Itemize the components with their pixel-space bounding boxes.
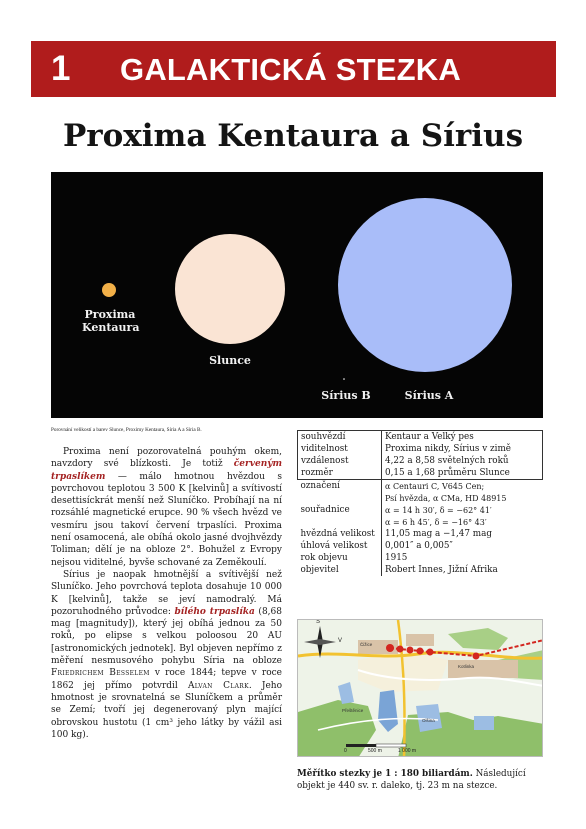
- term-red-dwarf: červeným trpaslíkem: [51, 459, 282, 482]
- facts-row: označení α Centauri C, V645 Cen;: [298, 480, 543, 493]
- label-sun: Slunce: [209, 354, 251, 367]
- paragraph-sirius: Sírius je naopak hmotnější a svítivější než Sluníčko. Jeho povrchová teplota dosahuje 10 000 K [kelvinů], takže se jeví namodralý. Má pozoruhodného průvodce: bílého trpaslíka (8,68 mag [magnitudy]), který jej obíhá jednou za 50 roků, po elipse s velkou poloosou 20 AU [astronomických jednotek]. Byl objeven nepřímo z měření nesmusového pohybu Síria na obloze Friedrichem Besselem v roce 1844; tepve v roce 1862 jej přímo potvrdil Alvan Clark. Jeho hmotnost je srovnatelná se Sluníčkem a průměr se Zemí; tvoří jej degenerovaný plyn mající obrovskou hustotu (1 cm³ jeho látky by vážil asi 100 kg).: [51, 569, 282, 740]
- facts-row: objevitel Robert Innes, Jižní Afrika: [298, 564, 543, 576]
- sirius-a-disc: [338, 198, 512, 372]
- facts-row: souřadnice α = 14 h 30′, δ = −62° 41′: [298, 504, 543, 516]
- scale-note-bold: Měřítko stezky je 1 : 180 biliardám.: [297, 769, 473, 779]
- sirius-b-dot: [343, 378, 345, 380]
- header-banner: [31, 41, 556, 97]
- scale-label-1000: 1 000 m: [398, 748, 417, 754]
- scale-label-0: 0: [344, 748, 347, 754]
- facts-row: viditelnost Proxima nikdy, Sírius v zimě: [298, 443, 543, 455]
- facts-row: rok objevu 1915: [298, 552, 543, 564]
- name-clark: Alvan Clark: [187, 680, 249, 691]
- proxima-disc: [102, 283, 116, 297]
- page-title: Proxima Kentaura a Sírius: [62, 118, 524, 154]
- image-caption: Porovnání velikostí a barev Slunce, Proximy Kentaura, Síria A a Síria B.: [51, 427, 202, 433]
- facts-row: Psí hvězda, α CMa, HD 48915: [298, 492, 543, 504]
- facts-table: [297, 430, 543, 576]
- facts-row: úhlová velikost 0,001″ a 0,005″: [298, 540, 543, 552]
- name-bessel: Friedrichem Besselem: [51, 668, 150, 679]
- map-place-3: Přeštěnice: [342, 708, 364, 713]
- map-place-1: Čižice: [360, 642, 373, 647]
- facts-row: vzdálenost 4,22 a 8,58 světelných roků: [298, 455, 543, 467]
- facts-row: α = 6 h 45′, δ = −16° 43′: [298, 516, 543, 528]
- compass-s-label: S: [316, 619, 321, 625]
- banner-title: GALAKTICKÁ STEZKA: [120, 52, 461, 87]
- trail-stop-number: 1: [51, 49, 71, 88]
- scale-note-rest: Následující objekt je 440 sv. r. daleko, tj. 23 m na stezce.: [297, 769, 526, 791]
- facts-row: hvězdná velikost 11,05 mag a −1,47 mag: [298, 528, 543, 540]
- star-comparison-image: [51, 172, 543, 418]
- term-white-dwarf: bílého trpaslíka: [174, 606, 255, 617]
- facts-row: rozměr 0,15 a 1,68 průměru Slunce: [298, 467, 543, 480]
- facts-row: souhvězdí Kentaur a Velký pes: [298, 431, 543, 444]
- paragraph-proxima: Proxima není pozorovatelná pouhým okem, navzdory své blízkosti. Je totiž červeným trpaslíkem — málo hmotnou hvězdou s povrchovou teplotou 3 500 K [kelvinů] a svítivostí desettisíckrát menší než Sluníčko. Probíhají na ní rozsáhlé magnetické erupce. 90 % všech hvězd ve vesmíru jsou takoví červení trpaslíci. Proxima není osamocená, ale obíhá okolo jasné dvojhvězdy Toliman; dělí je na obloze 2°. Bohužel z Evropy nejsou viditelné, byvše schované za Zeměkoulí.: [51, 447, 282, 568]
- compass-v-label: V: [338, 638, 343, 644]
- sun-disc: [175, 234, 285, 344]
- body-text: [51, 446, 282, 741]
- label-sirius-a: Sírius A: [404, 389, 454, 402]
- scale-note: [297, 768, 547, 792]
- map-place-2: Kotlinka: [458, 664, 475, 669]
- label-sirius-b: Sírius B: [321, 389, 371, 402]
- scale-label-500: 500 m: [368, 748, 382, 754]
- label-proxima: Proxima Kentaura: [82, 308, 140, 334]
- map-place-4: Olšina: [422, 718, 435, 723]
- star-comparison-svg: [51, 172, 543, 418]
- trail-map-svg: [298, 620, 543, 757]
- trail-map: [297, 619, 543, 757]
